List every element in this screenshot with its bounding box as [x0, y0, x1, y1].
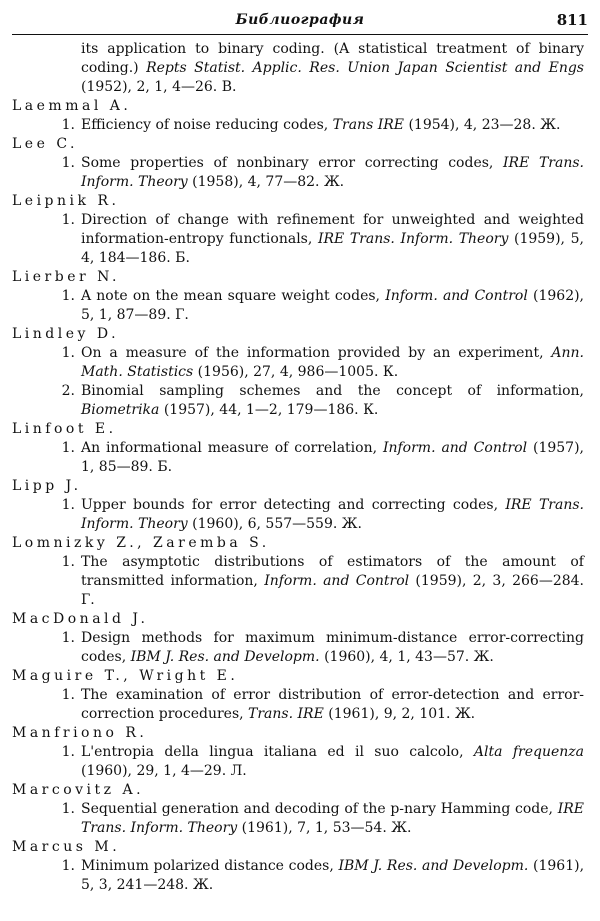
reference-details: (1960), 29, 1, 4—29. Л.: [81, 763, 247, 779]
reference-journal: Trans IRE: [332, 117, 404, 133]
reference-item: [12, 686, 584, 724]
reference-number: 1.: [61, 744, 75, 760]
reference-details: (1957), 1, 85—89. Б.: [81, 440, 584, 475]
author-heading: MacDonald J.: [12, 611, 149, 627]
reference-number: 1.: [61, 155, 75, 171]
reference-title: Efficiency of noise reducing codes,: [81, 117, 333, 133]
reference-journal: IRE Trans. Inform. Theory: [81, 497, 584, 532]
reference-journal: Repts Statist. Applic. Res. Union Japan Scientist and Engs: [146, 60, 584, 76]
author-heading: Maguire T., Wright E.: [12, 668, 239, 684]
reference-item: [12, 154, 584, 192]
reference-title: The examination of error distribution of error-detection and error-correction procedures,: [81, 687, 584, 722]
reference-title: A note on the mean square weight codes,: [81, 288, 386, 304]
author-heading: Marcus M.: [12, 839, 121, 855]
bibliography-body: [12, 40, 584, 895]
reference-item: [12, 439, 584, 477]
reference-journal: Inform. and Control: [264, 573, 410, 589]
reference-journal: Inform. and Control: [385, 288, 528, 304]
author-heading: Lee C.: [12, 136, 78, 152]
reference-text: [81, 154, 584, 192]
author-heading: Marcovitz A.: [12, 782, 145, 798]
reference-number: 1.: [61, 117, 75, 133]
reference-text: [81, 211, 584, 268]
reference-journal: IRE Trans. Inform. Theory: [81, 801, 584, 836]
continued-reference: [12, 40, 584, 97]
reference-item: [12, 382, 584, 420]
reference-journal: IBM J. Res. and Developm.: [338, 858, 529, 874]
author-heading: Lipp J.: [12, 478, 82, 494]
reference-journal: IRE Trans. Inform. Theory: [317, 231, 509, 247]
reference-details: (1959), 5, 4, 184—186. Б.: [81, 231, 584, 266]
reference-item: [12, 116, 584, 135]
reference-title: Upper bounds for error detecting and correcting codes,: [81, 497, 506, 513]
reference-text: [81, 496, 584, 534]
author-heading: Linfoot E.: [12, 421, 117, 437]
reference-journal: Inform. and Control: [382, 440, 528, 456]
reference-number: 1.: [61, 212, 75, 228]
reference-journal: Trans. IRE: [248, 706, 324, 722]
reference-item: [12, 743, 584, 781]
reference-journal: IBM J. Res. and Developm.: [130, 649, 320, 665]
reference-details: (1961), 5, 3, 241—248. Ж.: [81, 858, 585, 893]
reference-title: L'entropia della lingua italiana ed il suo calcolo,: [81, 744, 474, 760]
author-heading: Lomnizky Z., Zaremba S.: [12, 535, 270, 551]
reference-text: [81, 857, 584, 895]
reference-number: 1.: [61, 630, 75, 646]
reference-number: 1.: [61, 497, 75, 513]
reference-number: 1.: [61, 345, 75, 361]
reference-number: 1.: [61, 440, 75, 456]
reference-details: (1956), 27, 4, 986—1005. К.: [193, 364, 399, 380]
reference-item: [12, 800, 584, 838]
reference-item: [12, 496, 584, 534]
reference-details: (1959), 2, 3, 266—284. Г.: [81, 573, 584, 608]
reference-text: [81, 553, 584, 610]
reference-details: (1961), 9, 2, 101. Ж.: [323, 706, 476, 722]
author-heading: Leipnik R.: [12, 193, 120, 209]
reference-title: Minimum polarized distance codes,: [81, 858, 339, 874]
reference-details: (1960), 4, 1, 43—57. Ж.: [319, 649, 494, 665]
reference-text: [81, 116, 584, 135]
reference-details: (1952), 2, 1, 4—26. В.: [81, 79, 237, 95]
reference-number: 1.: [61, 801, 75, 817]
running-header: [12, 8, 588, 35]
reference-text: [81, 800, 584, 838]
reference-title: Some properties of nonbinary error correcting codes,: [81, 155, 504, 171]
reference-item: [12, 344, 584, 382]
reference-item: [12, 211, 584, 268]
reference-details: (1957), 44, 1—2, 179—186. К.: [159, 402, 379, 418]
reference-title: Sequential generation and decoding of the p-nary Hamming code,: [81, 801, 558, 817]
reference-number: 2.: [61, 383, 75, 399]
reference-number: 1.: [61, 858, 75, 874]
author-heading: Manfriono R.: [12, 725, 148, 741]
reference-number: 1.: [61, 288, 75, 304]
running-title: Библиография: [235, 12, 365, 28]
reference-item: [12, 857, 584, 895]
reference-text: [81, 629, 584, 667]
author-heading: Lierber N.: [12, 269, 120, 285]
reference-details: (1958), 4, 77—82. Ж.: [187, 174, 345, 190]
author-heading: Lindley D.: [12, 326, 120, 342]
reference-text: [81, 743, 584, 781]
reference-number: 1.: [61, 687, 75, 703]
reference-details: (1961), 7, 1, 53—54. Ж.: [237, 820, 412, 836]
page-number: 811: [556, 11, 588, 29]
reference-text: [81, 439, 584, 477]
reference-text: [81, 382, 584, 420]
reference-title: Direction of change with refinement for unweighted and weighted information-entropy functionals,: [81, 212, 584, 247]
reference-journal: IRE Trans. Inform. Theory: [81, 155, 585, 190]
reference-text: [81, 344, 584, 382]
reference-title: its application to binary coding. (A statistical treatment of binary coding.): [81, 41, 584, 76]
reference-title: Binomial sampling schemes and the concept of information,: [81, 383, 584, 399]
reference-details: (1960), 6, 557—559. Ж.: [187, 516, 362, 532]
reference-item: [12, 553, 584, 610]
author-heading: Laemmal A.: [12, 98, 132, 114]
reference-text: [81, 686, 584, 724]
reference-title: The asymptotic distributions of estimators of the amount of transmitted information,: [81, 554, 584, 589]
reference-journal: Alta frequenza: [473, 744, 584, 760]
reference-number: 1.: [61, 554, 75, 570]
reference-title: An informational measure of correlation,: [81, 440, 383, 456]
reference-journal: Biometrika: [81, 402, 160, 418]
reference-title: On a measure of the information provided by an experiment,: [81, 345, 552, 361]
reference-journal: Ann. Math. Statistics: [81, 345, 584, 380]
reference-details: (1962), 5, 1, 87—89. Г.: [81, 288, 585, 323]
reference-text: [81, 287, 584, 325]
reference-item: [12, 629, 584, 667]
reference-item: [12, 287, 584, 325]
reference-details: (1954), 4, 23—28. Ж.: [404, 117, 561, 133]
reference-title: Design methods for maximum minimum-distance error-correcting codes,: [81, 630, 584, 665]
